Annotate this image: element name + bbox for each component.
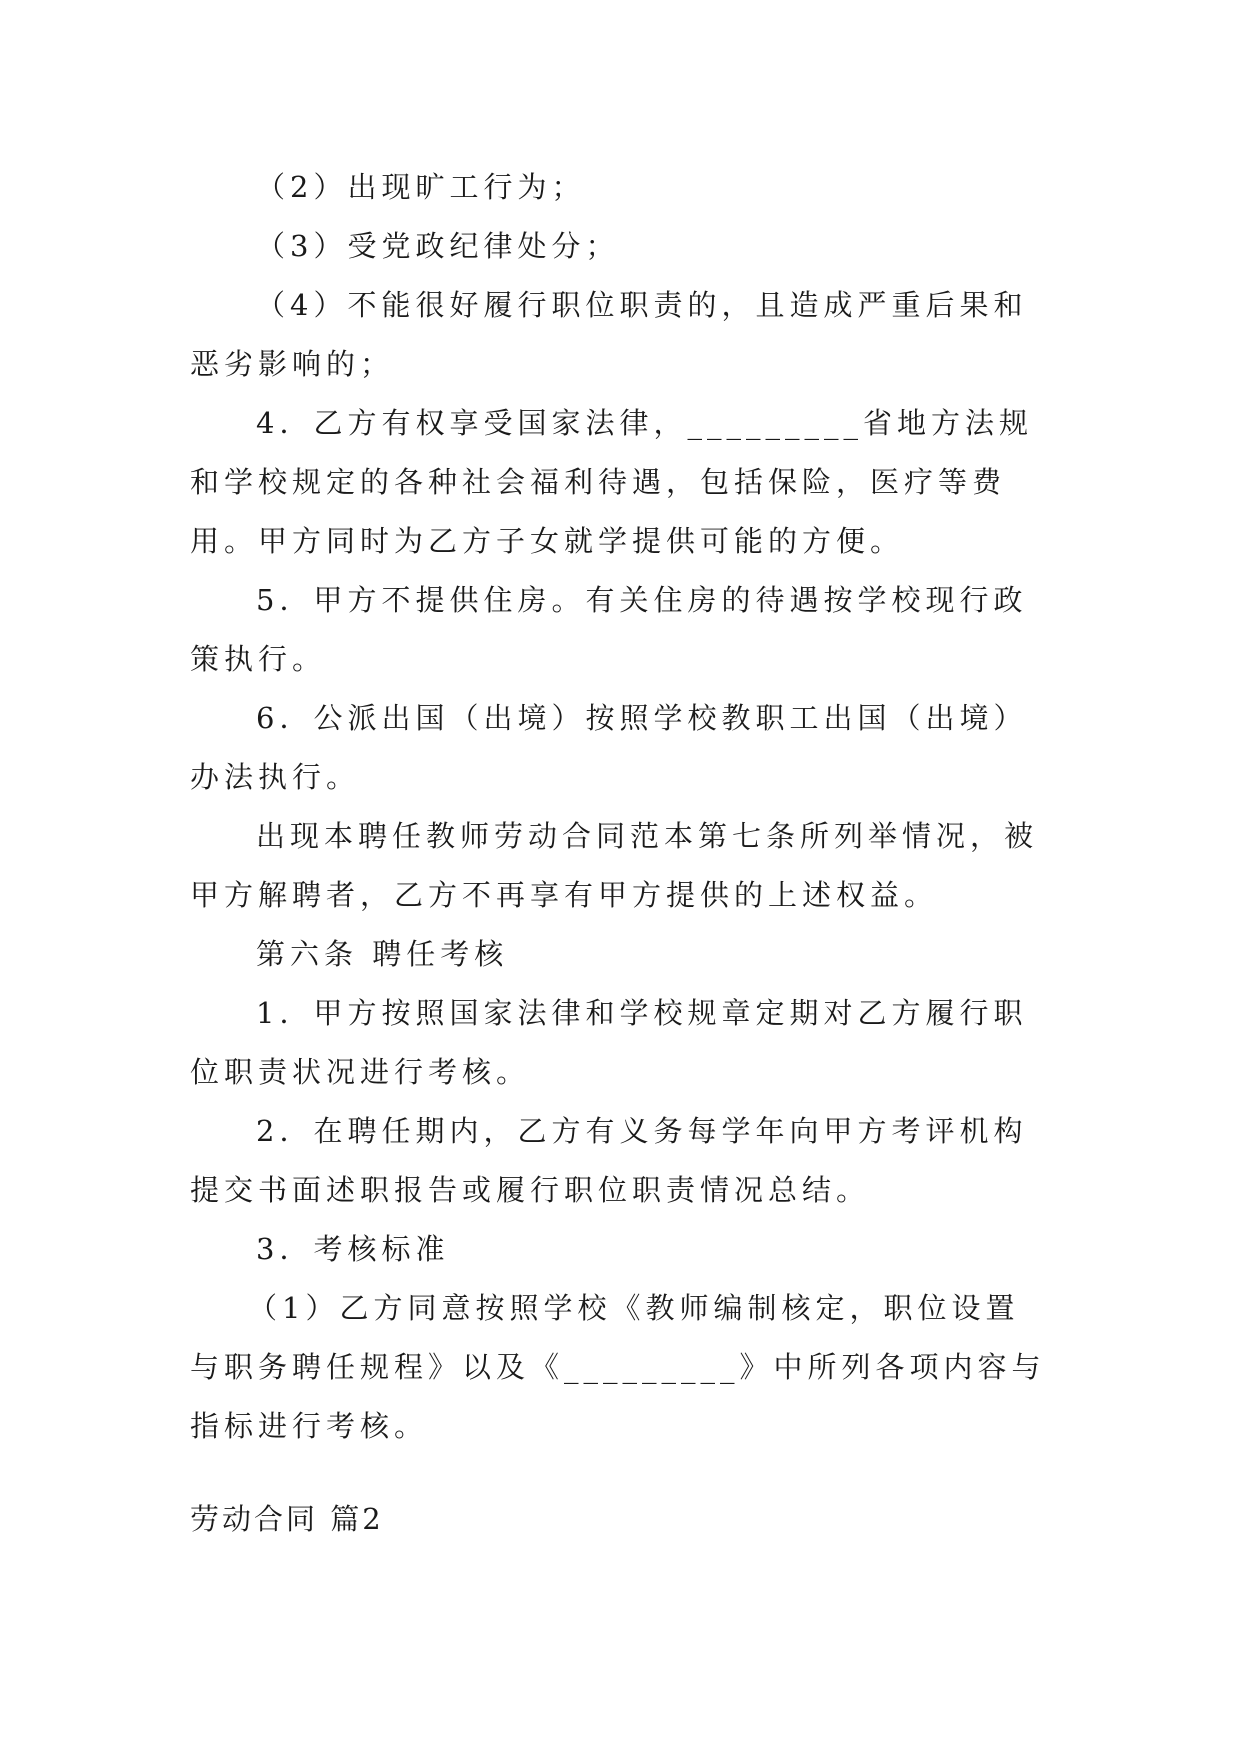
clause-item-3: （3）受党政纪律处分； <box>256 229 620 263</box>
article-six-title: 第六条 聘任考核 <box>256 937 509 971</box>
clause-assessment-2: 2．在聘任期内，乙方有义务每学年向甲方考评机构提交书面述职报告或履行职位职责情况总结。 <box>190 1114 1028 1207</box>
clause-welfare: 4．乙方有权享受国家法律，_________省地方法规和学校规定的各种社会福利待遇，包括保险，医疗等费用。甲方同时为乙方子女就学提供可能的方便。 <box>190 406 1033 558</box>
clause-item-4: （4）不能很好履行职位职责的，且造成严重后果和恶劣影响的； <box>190 288 1028 381</box>
clause-housing: 5．甲方不提供住房。有关住房的待遇按学校现行政策执行。 <box>190 583 1028 676</box>
clause-assessment-standard-1: （1）乙方同意按照学校《教师编制核定，职位设置与职务聘任规程》以及《_________》中所列各项内容与指标进行考核。 <box>190 1291 1046 1443</box>
clause-dismissal-note: 出现本聘任教师劳动合同范本第七条所列举情况，被甲方解聘者，乙方不再享有甲方提供的上述权益。 <box>190 819 1039 912</box>
clause-assessment-1: 1．甲方按照国家法律和学校规章定期对乙方履行职位职责状况进行考核。 <box>190 996 1028 1089</box>
clause-assessment-3: 3．考核标准 <box>256 1232 450 1266</box>
clause-overseas: 6．公派出国（出境）按照学校教职工出国（出境）办法执行。 <box>190 701 1028 794</box>
section-heading: 劳动合同 篇2 <box>190 1502 384 1536</box>
contract-body <box>190 158 1052 1456</box>
clause-item-2: （2）出现旷工行为； <box>256 170 586 204</box>
